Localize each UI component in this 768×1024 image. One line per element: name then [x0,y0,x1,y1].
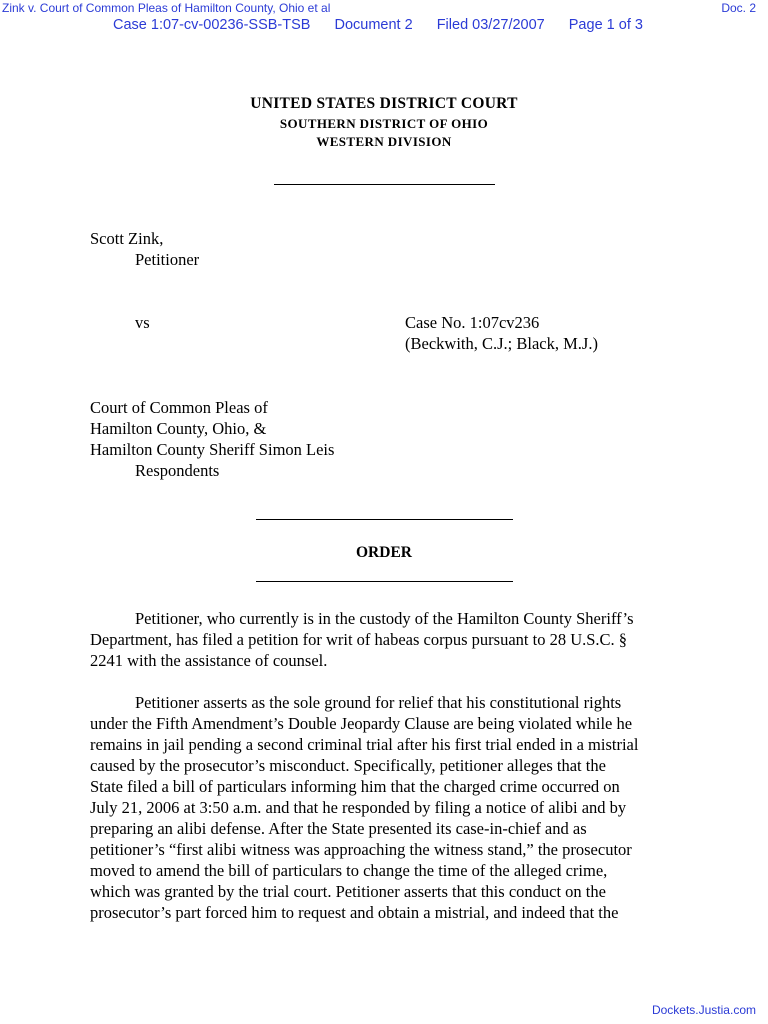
paragraph-line: caused by the prosecutor’s misconduct. Specifically, petitioner alleges that the [90,756,606,775]
justia-footer-link[interactable]: Dockets.Justia.com [651,1003,756,1017]
respondent-line: Hamilton County Sheriff Simon Leis [90,440,335,459]
document-number: Document 2 [334,17,413,33]
order-bottom-rule [256,581,513,582]
body-paragraph-1 [90,608,690,671]
judges: (Beckwith, C.J.; Black, M.J.) [405,334,598,353]
petitioner-role: Petitioner [135,250,200,269]
case-number: Case 1:07-cv-00236-SSB-TSB [113,17,311,33]
court-division: WESTERN DIVISION [316,134,452,149]
court-district: SOUTHERN DISTRICT OF OHIO [279,116,489,131]
filed-date: Filed 03/27/2007 [436,17,545,33]
paragraph-line: remains in jail pending a second criminal trial after his first trial ended in a mistrial [90,735,639,754]
paragraph-line: petitioner’s “first alibi witness was approaching the witness stand,” the prosecutor [90,840,632,859]
doc-number-link[interactable]: Doc. 2 [721,1,756,15]
body-paragraph-2 [90,692,690,923]
paragraph-line: July 21, 2006 at 3:50 a.m. and that he responded by filing a notice of alibi and by [90,798,627,817]
respondent-line: Hamilton County, Ohio, & [90,419,267,438]
page-indicator: Page 1 of 3 [568,17,643,33]
paragraph-line: prosecutor’s part forced him to request and obtain a mistrial, and indeed that the [90,903,619,922]
paragraph-line: moved to amend the bill of particulars to change the time of the alleged crime, [90,861,608,880]
document-title-link[interactable]: Zink v. Court of Common Pleas of Hamilton County, Ohio et al [2,1,331,15]
paragraph-line: under the Fifth Amendment’s Double Jeopardy Clause are being violated while he [90,714,633,733]
paragraph-line: which was granted by the trial court. Petitioner asserts that this conduct on the [90,882,606,901]
paragraph-line: preparing an alibi defense. After the State presented its case-in-chief and as [90,819,587,838]
paragraph-line: State filed a bill of particulars informing him that the charged crime occurred on [90,777,620,796]
order-title: ORDER [356,544,412,561]
case-no: Case No. 1:07cv236 [405,313,540,332]
paragraph-line: Department, has filed a petition for writ of habeas corpus pursuant to 28 U.S.C. § [90,630,628,649]
respondent-role: Respondents [135,461,220,480]
paragraph-line: Petitioner asserts as the sole ground for relief that his constitutional rights [135,693,622,712]
order-top-rule [256,519,513,520]
paragraph-line: 2241 with the assistance of counsel. [90,651,328,670]
versus-label: vs [135,313,150,332]
case-header [113,17,663,33]
petitioner-name: Scott Zink, [90,229,164,248]
respondent-line: Court of Common Pleas of [90,398,268,417]
heading-divider [274,184,495,185]
paragraph-line: Petitioner, who currently is in the custody of the Hamilton County Sheriff’s [135,609,634,628]
court-name: UNITED STATES DISTRICT COURT [250,95,518,112]
